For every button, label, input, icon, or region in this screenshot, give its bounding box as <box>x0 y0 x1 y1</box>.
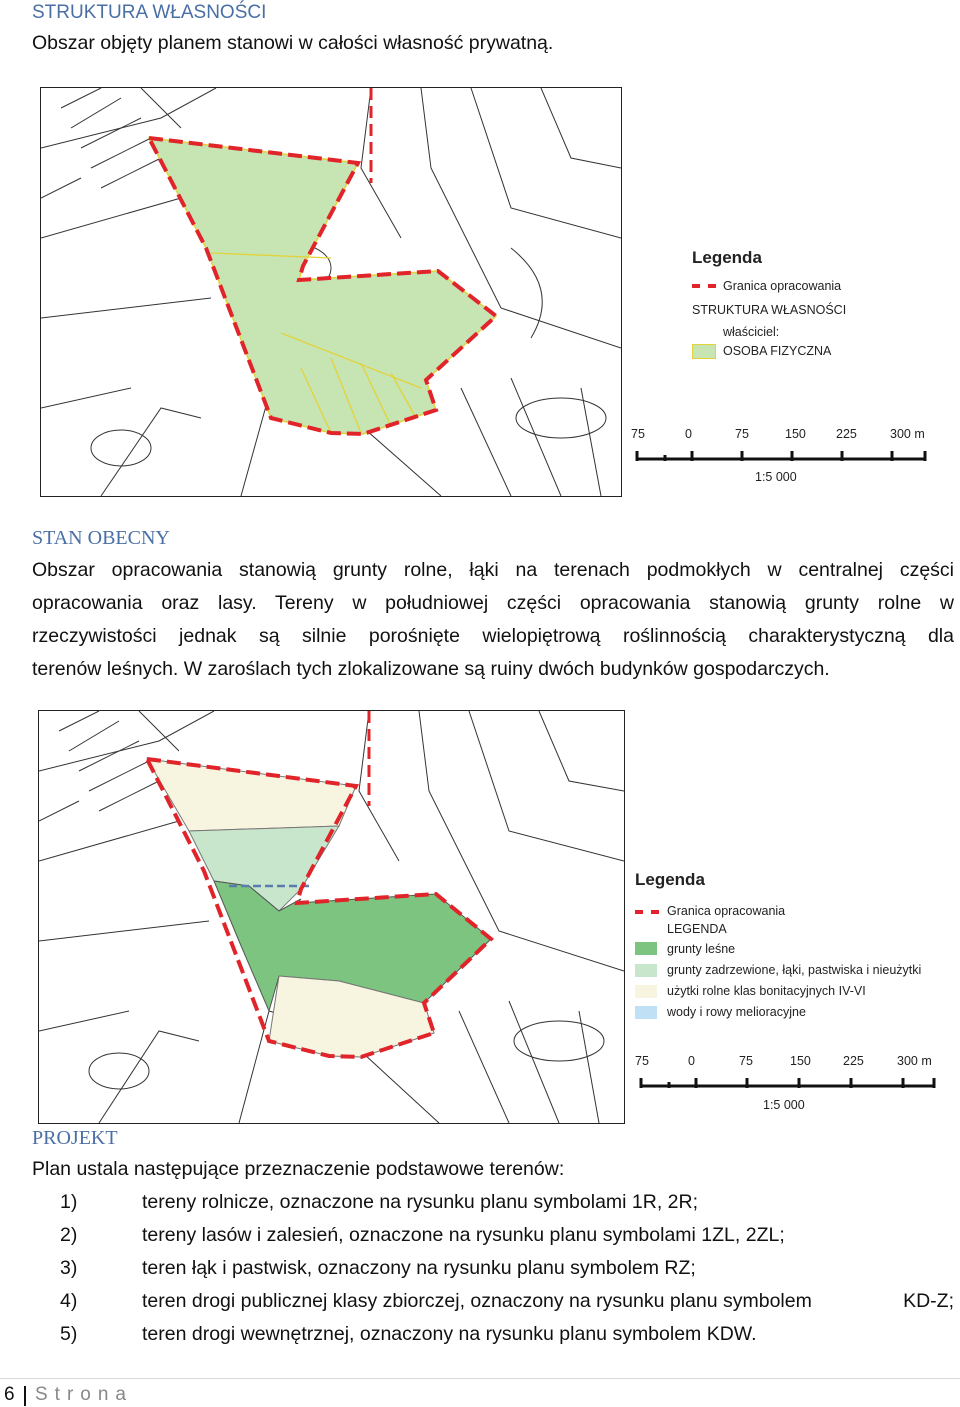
list-item-text: tereny lasów i zalesień, oznaczone na rysunku planu symbolami 1ZL, 2ZL; <box>142 1224 785 1246</box>
scale-tick-label: 0 <box>685 427 692 441</box>
scale-bar-graphic <box>639 1074 939 1090</box>
page-number: 6 <box>4 1384 15 1405</box>
ownership-map <box>40 87 622 497</box>
list-item-text: teren drogi wewnętrznej, oznaczony na rysunku planu symbolem KDW. <box>142 1323 757 1345</box>
scale-tick-label: 75 <box>735 427 749 441</box>
legend-swatch-meadows <box>635 964 657 977</box>
boundary-line-symbol <box>692 284 716 292</box>
current-state-line: terenów leśnych. W zaroślach tych zlokalizowane są ruiny dwóch budynków gospodarczych. <box>32 658 830 680</box>
scale-tick-label: 0 <box>688 1054 695 1068</box>
legend-owner-label: właściciel: <box>723 325 780 339</box>
section-heading-current-state: STAN OBECNY <box>32 527 170 549</box>
scale-tick-label: 300 m <box>890 427 925 441</box>
scale-bar-1 <box>625 427 955 489</box>
ownership-legend <box>625 246 955 376</box>
list-item-text: teren drogi publicznej klasy zbiorczej, oznaczony na rysunku planu symbolem <box>142 1290 812 1312</box>
ownership-map-drawing <box>41 88 621 496</box>
legend-subheading: STRUKTURA WŁASNOŚCI <box>692 303 847 317</box>
legend-swatch-farmland <box>635 985 657 998</box>
list-number: 2) <box>60 1224 78 1246</box>
scale-tick-label: 150 <box>785 427 806 441</box>
scale-bar-2 <box>625 1054 955 1116</box>
legend-swatch-water <box>635 1006 657 1019</box>
legend-title: Legenda <box>692 248 762 267</box>
list-number: 5) <box>60 1323 78 1345</box>
list-item-text-tail: KD-Z; <box>903 1290 954 1312</box>
boundary-line-symbol <box>635 910 659 918</box>
legend-swatch-forest <box>635 942 657 955</box>
list-item-text: teren łąk i pastwisk, oznaczony na rysunku planu symbolem RZ; <box>142 1257 696 1279</box>
legend-owner-value: OSOBA FIZYCZNA <box>723 344 832 358</box>
current-state-map-drawing <box>39 711 624 1123</box>
legend-boundary-label: Granica opracowania <box>723 279 842 293</box>
legend-item-forest: grunty leśne <box>667 942 736 956</box>
list-item-text: tereny rolnicze, oznaczone na rysunku planu symbolami 1R, 2R; <box>142 1191 699 1213</box>
footer-separator <box>24 1386 26 1406</box>
footer-divider <box>0 1378 960 1379</box>
scale-tick-label: 75 <box>635 1054 649 1068</box>
scale-tick-label: 75 <box>739 1054 753 1068</box>
legend-subheading: LEGENDA <box>667 922 727 936</box>
section-heading-ownership: STRUKTURA WŁASNOŚCI <box>32 2 267 23</box>
current-state-legend <box>625 866 958 1026</box>
project-intro: Plan ustala następujące przeznaczenie podstawowe terenów: <box>32 1158 565 1180</box>
scale-bar-graphic <box>635 447 935 463</box>
scale-ratio: 1:5 000 <box>755 470 797 484</box>
legend-item-water: wody i rowy melioracyjne <box>667 1005 806 1019</box>
current-state-line: opracowania oraz lasy. Tereny w południowej części opracowania stanowią grunty rolne w <box>32 592 954 614</box>
scale-tick-label: 225 <box>843 1054 864 1068</box>
legend-title: Legenda <box>635 870 705 889</box>
section-heading-project: PROJEKT <box>32 1127 118 1149</box>
scale-ratio: 1:5 000 <box>763 1098 805 1112</box>
scale-tick-label: 75 <box>631 427 645 441</box>
current-state-line: rzeczywistości jednak są silnie porośnięte wielopiętrową roślinnością charakterystyczną dla <box>32 625 954 647</box>
page-word: Strona <box>35 1384 133 1405</box>
current-state-line: Obszar opracowania stanowią grunty rolne, łąki na terenach podmokłych w centralnej części <box>32 559 954 581</box>
list-number: 1) <box>60 1191 78 1213</box>
legend-owner-swatch <box>692 344 716 359</box>
list-number: 3) <box>60 1257 78 1279</box>
scale-tick-label: 300 m <box>897 1054 932 1068</box>
legend-item-meadows: grunty zadrzewione, łąki, pastwiska i nieużytki <box>667 963 922 977</box>
current-state-map <box>38 710 625 1124</box>
legend-item-farmland: użytki rolne klas bonitacyjnych IV-VI <box>667 984 866 998</box>
list-number: 4) <box>60 1290 78 1312</box>
ownership-text: Obszar objęty planem stanowi w całości własność prywatną. <box>32 32 554 54</box>
legend-boundary-label: Granica opracowania <box>667 904 786 918</box>
scale-tick-label: 150 <box>790 1054 811 1068</box>
scale-tick-label: 225 <box>836 427 857 441</box>
